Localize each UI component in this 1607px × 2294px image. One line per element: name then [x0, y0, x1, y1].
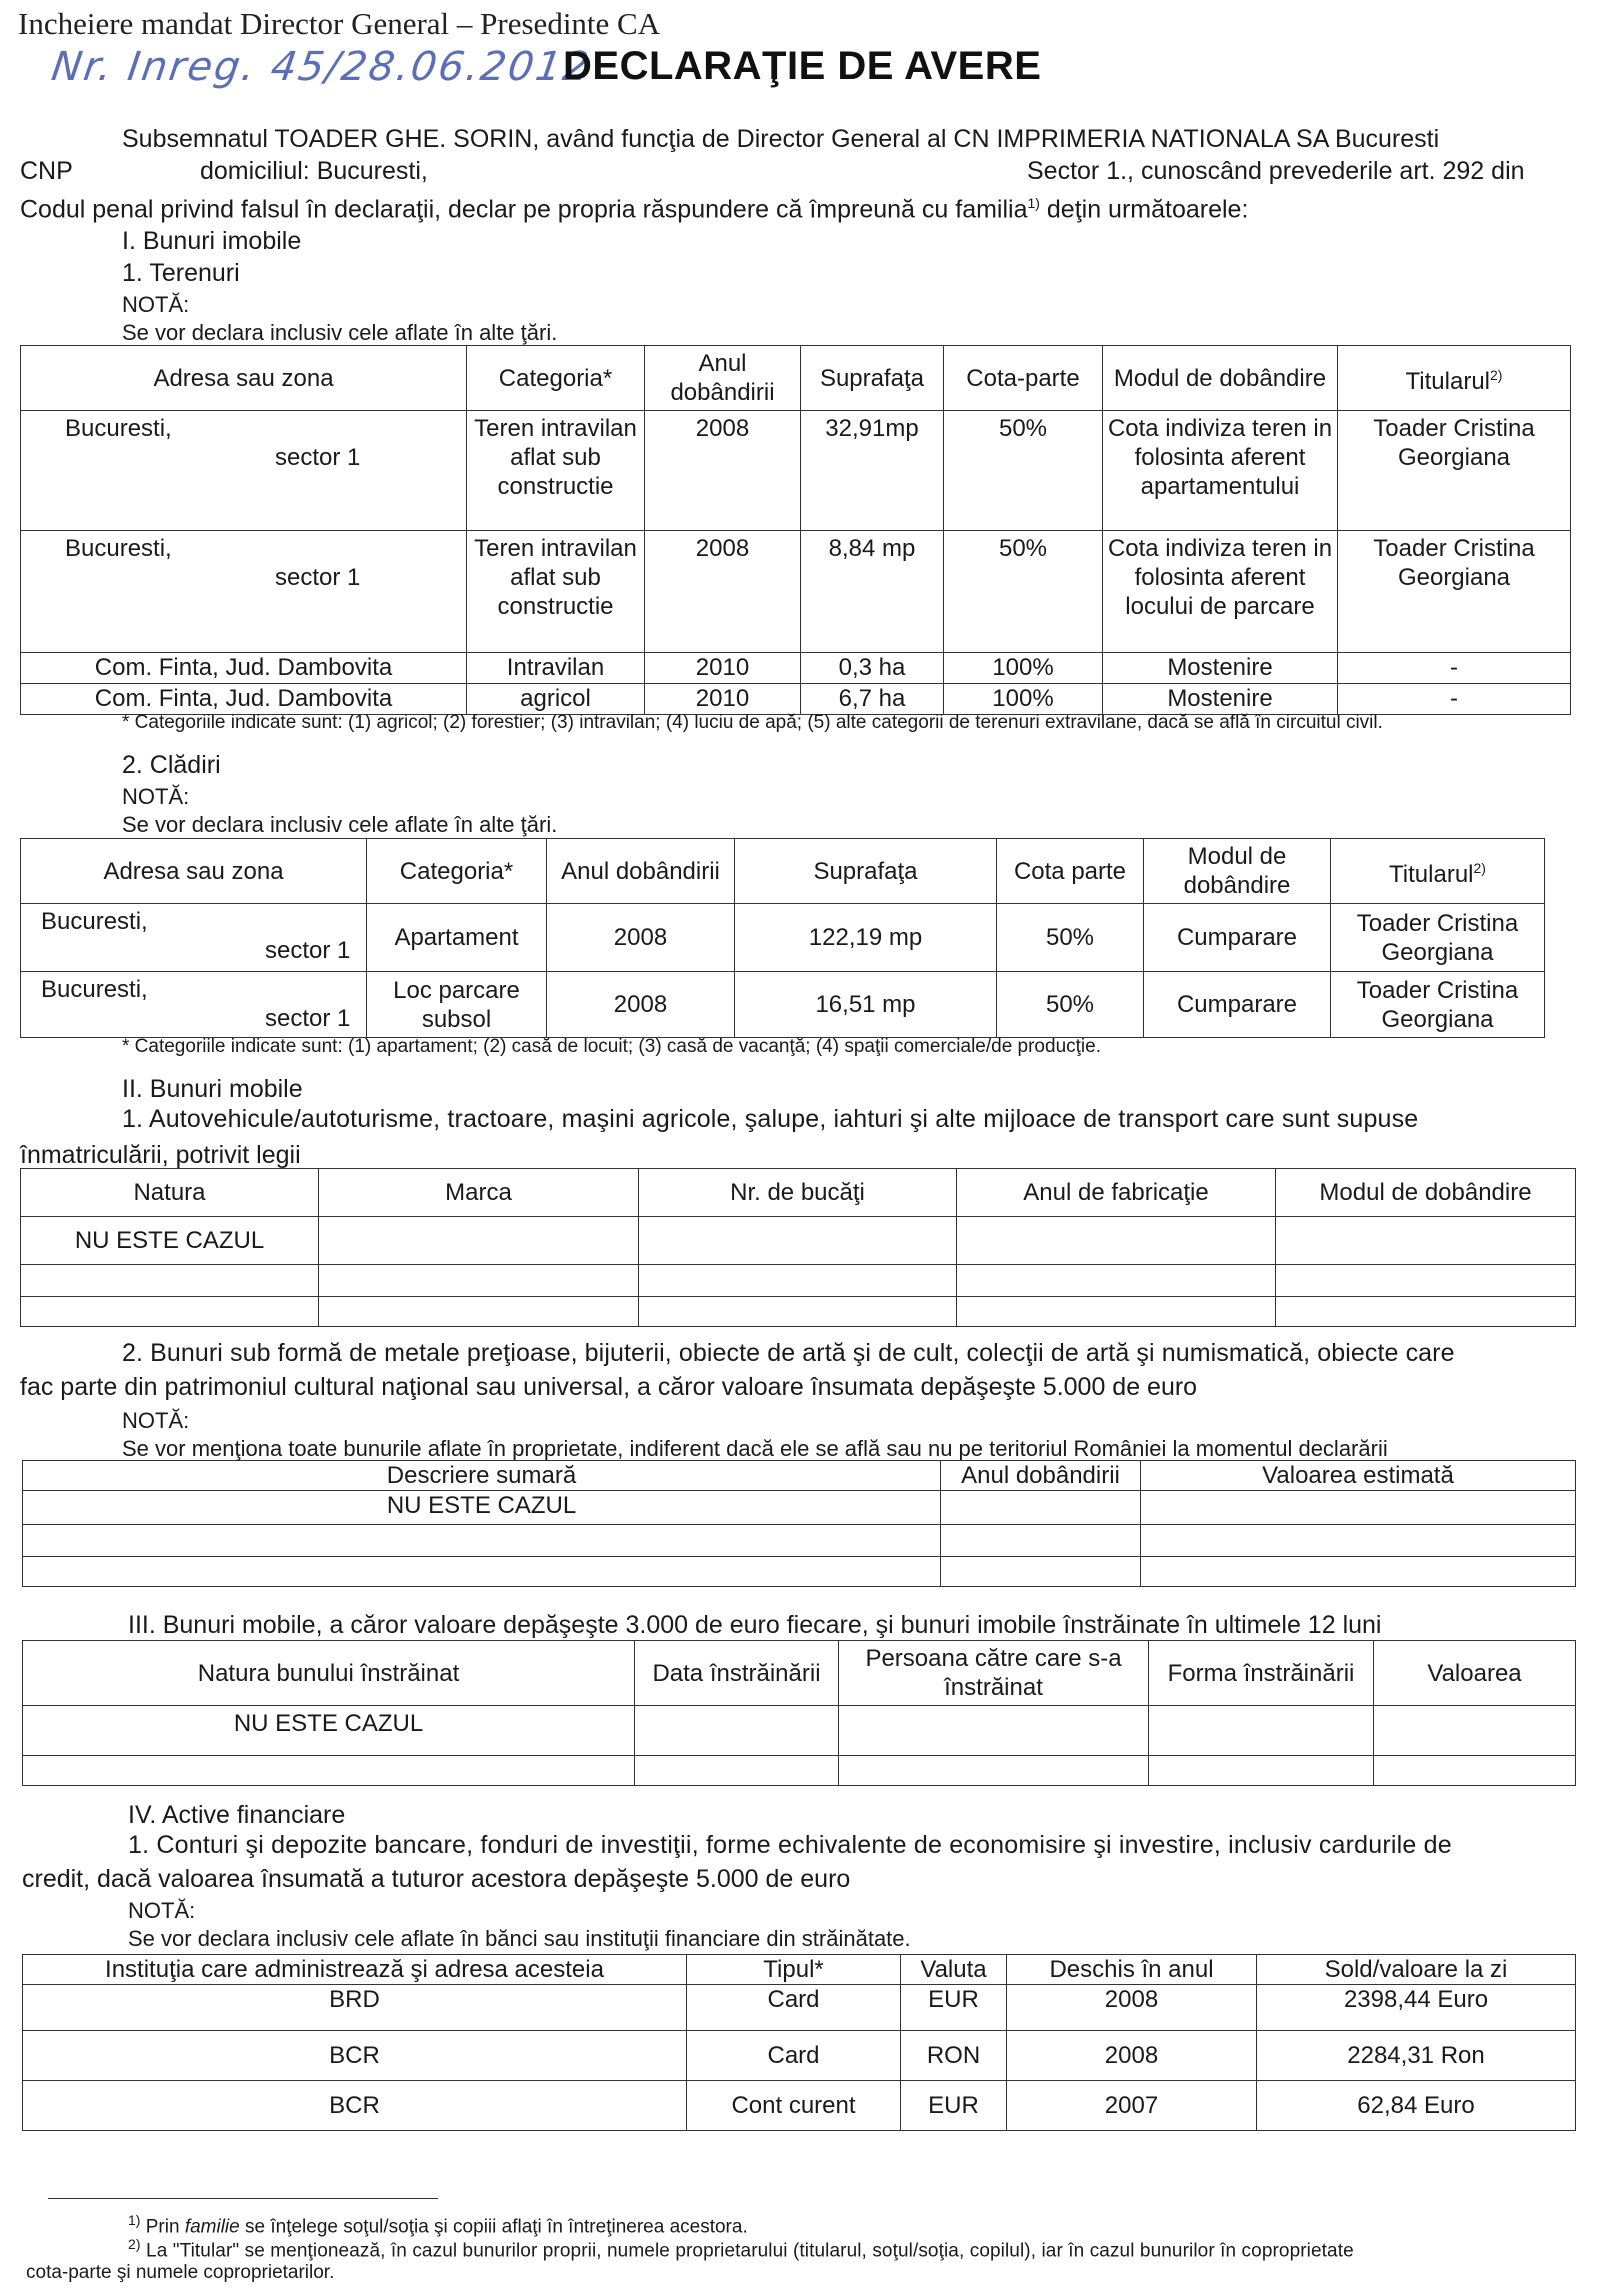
intro-line-1: Subsemnatul TOADER GHE. SORIN, având funcţia de Director General al CN IMPRIMERIA NATIONALA SA Bucuresti: [122, 125, 1440, 153]
address-cell: Bucuresti, sector 1: [21, 904, 367, 972]
table-row: BCR Cont curent EUR 2007 62,84 Euro: [23, 2081, 1576, 2131]
header-cell: Valuta: [901, 1955, 1007, 1985]
header-cell: Cota parte: [997, 839, 1144, 904]
intro-cnp: CNP: [20, 157, 73, 185]
header-cell: Marca: [319, 1169, 639, 1217]
header-cell: Natura: [21, 1169, 319, 1217]
header-cell: Valoarea estimată: [1141, 1461, 1576, 1491]
header-cell: Anul de fabricaţie: [957, 1169, 1276, 1217]
header-cell: Instituţia care administrează şi adresa acesteia: [23, 1955, 687, 1985]
table-row: [21, 1297, 1576, 1327]
section-4-sub-1: 1. Conturi şi depozite bancare, fonduri de investiţii, forme echivalente de economisire şi investire, inclusiv cardurile de: [128, 1831, 1452, 1859]
valuables-table: [22, 1460, 1576, 1587]
header-cell: Anul dobândirii: [941, 1461, 1141, 1491]
section-4-title: IV. Active financiare: [128, 1801, 346, 1829]
footnote-2-cont: cota-parte şi numele coproprietarilor.: [26, 2262, 335, 2283]
table-row: Bucuresti, sector 1 Loc parcare subsol 2008 16,51 mp 50% Cumparare Toader Cristina Georgiana: [21, 972, 1545, 1038]
header-cell: Adresa sau zona: [21, 839, 367, 904]
intro-sector: Sector 1., cunoscând prevederile art. 292 din: [1027, 157, 1525, 185]
header-cell: Modul de dobândire: [1144, 839, 1331, 904]
table-row: Com. Finta, Jud. Dambovita Intravilan 2010 0,3 ha 100% Mostenire -: [21, 653, 1571, 684]
header-cell: Categoria*: [367, 839, 547, 904]
section-2-sub-1: 1. Autovehicule/autoturisme, tractoare, maşini agricole, şalupe, iahturi şi alte mijloace de transport care sunt supuse: [122, 1105, 1419, 1133]
nota-text: Se vor menţiona toate bunurile aflate în proprietate, indiferent dacă ele se află sau nu pe teritoriul României la momentul declarării: [122, 1436, 1388, 1461]
buildings-table: [20, 838, 1545, 1038]
nota-text: Se vor declara inclusiv cele aflate în bănci sau instituţii financiare din străinătate.: [128, 1926, 911, 1951]
table-row: [23, 1756, 1576, 1786]
header-cell: Deschis în anul: [1007, 1955, 1257, 1985]
header-cell: Tipul*: [687, 1955, 901, 1985]
nota-label: NOTĂ:: [128, 1898, 196, 1923]
table-row: NU ESTE CAZUL: [21, 1217, 1576, 1265]
footnote-2: $^{2)}$ La "Titular" se menţionează, în cazul bunurilor proprii, numele proprietarului (titularul, soţul/soţia, copilul), iar în cazul bunurilor în coproprietate: [128, 2236, 1354, 2262]
section-2-sub-2-cont: fac parte din patrimoniul cultural naţional sau universal, a căror valoare însumata depăşeşte 5.000 de euro: [20, 1373, 1198, 1401]
table-row: NU ESTE CAZUL: [23, 1491, 1576, 1525]
financial-assets-table: [22, 1954, 1576, 2131]
header-cell: Adresa sau zona: [21, 346, 467, 411]
nota-text: Se vor declara inclusiv cele aflate în alte ţări.: [122, 812, 558, 837]
header-cell: Natura bunului înstrăinat: [23, 1641, 635, 1706]
section-2-title: II. Bunuri mobile: [122, 1075, 303, 1103]
intro-domicile: domiciliul: Bucuresti,: [200, 157, 428, 185]
section-4-sub-1-cont: credit, dacă valoarea însumată a tuturor acestora depăşeşte 5.000 de euro: [22, 1865, 851, 1893]
section-2-sub-2: 2. Bunuri sub formă de metale preţioase, bijuterii, obiecte de artă şi de cult, colecţii de artă şi numismatică, obiecte care: [122, 1339, 1455, 1367]
address-cell: Bucuresti, sector 1: [21, 411, 467, 531]
land-footnote: * Categoriile indicate sunt: (1) agricol; (2) forestier; (3) intravilan; (4) luciu de apă; (5) alte categorii de terenuri extravilane, dacă se află în circuitul civil.: [122, 712, 1383, 733]
header-cell: Nr. de bucăţi: [639, 1169, 957, 1217]
header-cell: Anul dobândirii: [645, 346, 801, 411]
section-2-sub-1-cont: înmatriculării, potrivit legii: [20, 1141, 301, 1169]
header-cell: Suprafaţa: [735, 839, 997, 904]
header-cell: Anul dobândirii: [547, 839, 735, 904]
vehicles-table: [20, 1168, 1576, 1327]
table-row: Bucuresti, sector 1 Teren intravilan aflat sub constructie 2008 8,84 mp 50% Cota indiviza teren in folosinta aferent locului de parcare Toader Cristina Georgiana: [21, 531, 1571, 653]
table-row: Com. Finta, Jud. Dambovita agricol 2010 6,7 ha 100% Mostenire -: [21, 684, 1571, 715]
page-title: DECLARAŢIE DE AVERE: [563, 44, 1042, 88]
header-cell: Modul de dobândire: [1276, 1169, 1576, 1217]
header-cell: Descriere sumară: [23, 1461, 941, 1491]
alienated-table: [22, 1640, 1576, 1786]
header-cell: Modul de dobândire: [1103, 346, 1338, 411]
footnote-divider: [48, 2198, 438, 2199]
header-cell: Forma înstrăinării: [1149, 1641, 1374, 1706]
header-cell: Sold/valoare la zi: [1257, 1955, 1576, 1985]
header-cell: Suprafaţa: [801, 346, 944, 411]
nota-text: Se vor declara inclusiv cele aflate în alte ţări.: [122, 320, 558, 345]
nota-label: NOTĂ:: [122, 292, 190, 317]
footnote-1: $^{1)}$ Prin familie se înţelege soţul/soţia şi copiii aflaţi în întreţinerea acestora.: [128, 2212, 748, 2238]
header-cell: Categoria*: [467, 346, 645, 411]
header-cell: Cota-parte: [944, 346, 1103, 411]
header-cell: Data înstrăinării: [635, 1641, 839, 1706]
section-1-sub-2: 2. Clădiri: [122, 751, 221, 779]
table-row: NU ESTE CAZUL: [23, 1706, 1576, 1756]
header-cell: Titularul$^{2)}$: [1338, 346, 1571, 411]
header-cell: Valoarea: [1374, 1641, 1576, 1706]
section-1-title: I. Bunuri imobile: [122, 227, 302, 255]
section-3-title: III. Bunuri mobile, a căror valoare depăşeşte 3.000 de euro fiecare, şi bunuri imobile înstrăinate în ultimele 12 luni: [128, 1611, 1382, 1639]
table-row: Bucuresti, sector 1 Teren intravilan aflat sub constructie 2008 32,91mp 50% Cota indiviza teren in folosinta aferent apartamentului Toader Cristina Georgiana: [21, 411, 1571, 531]
header-cell: Titularul$^{2)}$: [1331, 839, 1545, 904]
address-cell: Bucuresti, sector 1: [21, 531, 467, 653]
table-row: [21, 1265, 1576, 1297]
header-cell: Persoana către care s-a înstrăinat: [839, 1641, 1149, 1706]
nota-label: NOTĂ:: [122, 784, 190, 809]
section-1-sub-1: 1. Terenuri: [122, 259, 240, 287]
table-row: Bucuresti, sector 1 Apartament 2008 122,19 mp 50% Cumparare Toader Cristina Georgiana: [21, 904, 1545, 972]
land-table: [20, 345, 1571, 715]
address-cell: Bucuresti, sector 1: [21, 972, 367, 1038]
table-row: [23, 1557, 1576, 1587]
nota-label: NOTĂ:: [122, 1408, 190, 1433]
mandate-note: Incheiere mandat Director General – Presedinte CA: [18, 6, 661, 41]
registration-number: Nr. Inreg. 45/28.06.2012: [48, 44, 594, 90]
table-row: BCR Card RON 2008 2284,31 Ron: [23, 2031, 1576, 2081]
table-row: [23, 1525, 1576, 1557]
intro-line-3: Codul penal privind falsul în declaraţii, declar pe propria răspundere că împreună cu familia$^{1)}$ deţin următoarele:: [20, 195, 1249, 224]
table-row: BRD Card EUR 2008 2398,44 Euro: [23, 1985, 1576, 2031]
buildings-footnote: * Categoriile indicate sunt: (1) apartament; (2) casă de locuit; (3) casă de vacanţă; (4) spaţii comerciale/de producţie.: [122, 1036, 1101, 1057]
